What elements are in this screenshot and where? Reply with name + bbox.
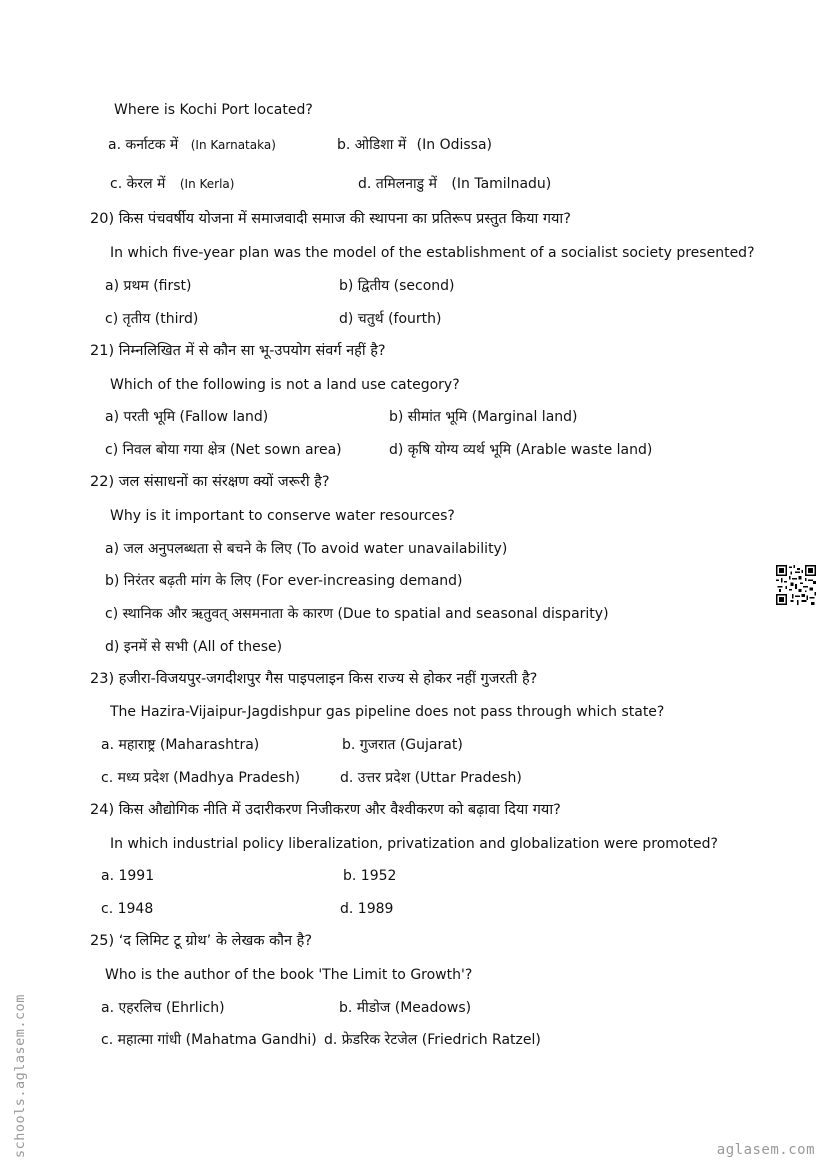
q25-english: Who is the author of the book 'The Limit to Growth'?	[105, 967, 473, 983]
q20-option-a: a) प्रथम (first)	[105, 278, 192, 294]
q19-option-c-english: (In Kerla)	[179, 177, 235, 191]
q23-option-a: a. महाराष्ट्र (Maharashtra)	[101, 737, 260, 753]
q22-english: Why is it important to conserve water resources?	[110, 508, 455, 524]
q22-option-d: d) इनमें से सभी (All of these)	[105, 639, 283, 655]
q19-option-a	[108, 136, 276, 154]
q21-option-c: c) निवल बोया गया क्षेत्र (Net sown area)	[105, 442, 342, 458]
q19-option-c	[110, 175, 234, 193]
q20-option-b: b) द्वितीय (second)	[339, 278, 455, 294]
q19-option-b-english: (In Odissa)	[416, 137, 492, 153]
q21-hindi: 21) निम्नलिखित में से कौन सा भू-उपयोग संवर्ग नहीं है?	[90, 343, 386, 359]
q19-option-c-hindi: c. केरल में	[110, 176, 166, 192]
q19-option-b	[337, 136, 492, 154]
q19-option-b-hindi: b. ओडिशा में	[337, 137, 407, 153]
q21-option-b: b) सीमांत भूमि (Marginal land)	[389, 409, 578, 425]
q19-option-d-hindi: d. तमिलनाडु में	[358, 176, 437, 192]
q20-english: In which five-year plan was the model of the establishment of a socialist society presented?	[110, 245, 755, 261]
q23-hindi: 23) हजीरा-विजयपुर-जगदीशपुर गैस पाइपलाइन किस राज्य से होकर नहीं गुजरती है?	[90, 671, 538, 687]
watermark-side: schools.aglasem.com	[12, 994, 28, 1158]
q21-option-d: d) कृषि योग्य व्यर्थ भूमि (Arable waste land)	[389, 442, 653, 458]
q22-option-a: a) जल अनुपलब्धता से बचने के लिए (To avoid water unavailability)	[105, 541, 508, 557]
q21-english: Which of the following is not a land use category?	[110, 377, 460, 393]
q20-option-d: d) चतुर्थ (fourth)	[339, 311, 442, 327]
q20-hindi: 20) किस पंचवर्षीय योजना में समाजवादी समाज की स्थापना का प्रतिरूप प्रस्तुत किया गया?	[90, 211, 571, 227]
q19-option-d-english: (In Tamilnadu)	[451, 176, 552, 192]
q19-english: Where is Kochi Port located?	[114, 102, 313, 118]
q19-option-d	[358, 175, 551, 193]
q23-option-d: d. उत्तर प्रदेश (Uttar Pradesh)	[340, 770, 522, 786]
qr-code-icon[interactable]	[776, 565, 816, 605]
q25-option-c: c. महात्मा गांधी (Mahatma Gandhi)	[101, 1032, 317, 1048]
q22-option-b: b) निरंतर बढ़ती मांग के लिए (For ever-increasing demand)	[105, 573, 463, 589]
q25-option-a: a. एहरलिच (Ehrlich)	[101, 1000, 225, 1016]
q19-option-a-hindi: a. कर्नाटक में	[108, 137, 179, 153]
q24-hindi: 24) किस औद्योगिक नीति में उदारीकरण निजीकरण और वैश्वीकरण को बढ़ावा दिया गया?	[90, 802, 561, 818]
q24-option-c: c. 1948	[101, 901, 154, 917]
q21-option-a: a) परती भूमि (Fallow land)	[105, 409, 269, 425]
q24-english: In which industrial policy liberalization, privatization and globalization were promoted?	[110, 836, 718, 852]
q19-option-a-english: (In Karnataka)	[190, 138, 276, 152]
q20-option-c: c) तृतीय (third)	[105, 311, 199, 327]
q23-option-c: c. मध्य प्रदेश (Madhya Pradesh)	[101, 770, 301, 786]
watermark-bottom: aglasem.com	[716, 1142, 815, 1158]
q25-option-b: b. मीडोज (Meadows)	[339, 1000, 472, 1016]
q22-hindi: 22) जल संसाधनों का संरक्षण क्यों जरूरी है?	[90, 474, 330, 490]
q24-option-a: a. 1991	[101, 868, 155, 884]
q24-option-d: d. 1989	[340, 901, 394, 917]
q23-english: The Hazira-Vijaipur-Jagdishpur gas pipeline does not pass through which state?	[110, 704, 665, 720]
q22-option-c: c) स्थानिक और ऋतुवत् असमनाता के कारण (Due to spatial and seasonal disparity)	[105, 606, 609, 622]
q23-option-b: b. गुजरात (Gujarat)	[342, 737, 463, 753]
q24-option-b: b. 1952	[343, 868, 397, 884]
q25-option-d: d. फ्रेडरिक रेटजेल (Friedrich Ratzel)	[324, 1032, 541, 1048]
q25-hindi: 25) ‘द लिमिट टू ग्रोथ’ के लेखक कौन है?	[90, 933, 313, 949]
